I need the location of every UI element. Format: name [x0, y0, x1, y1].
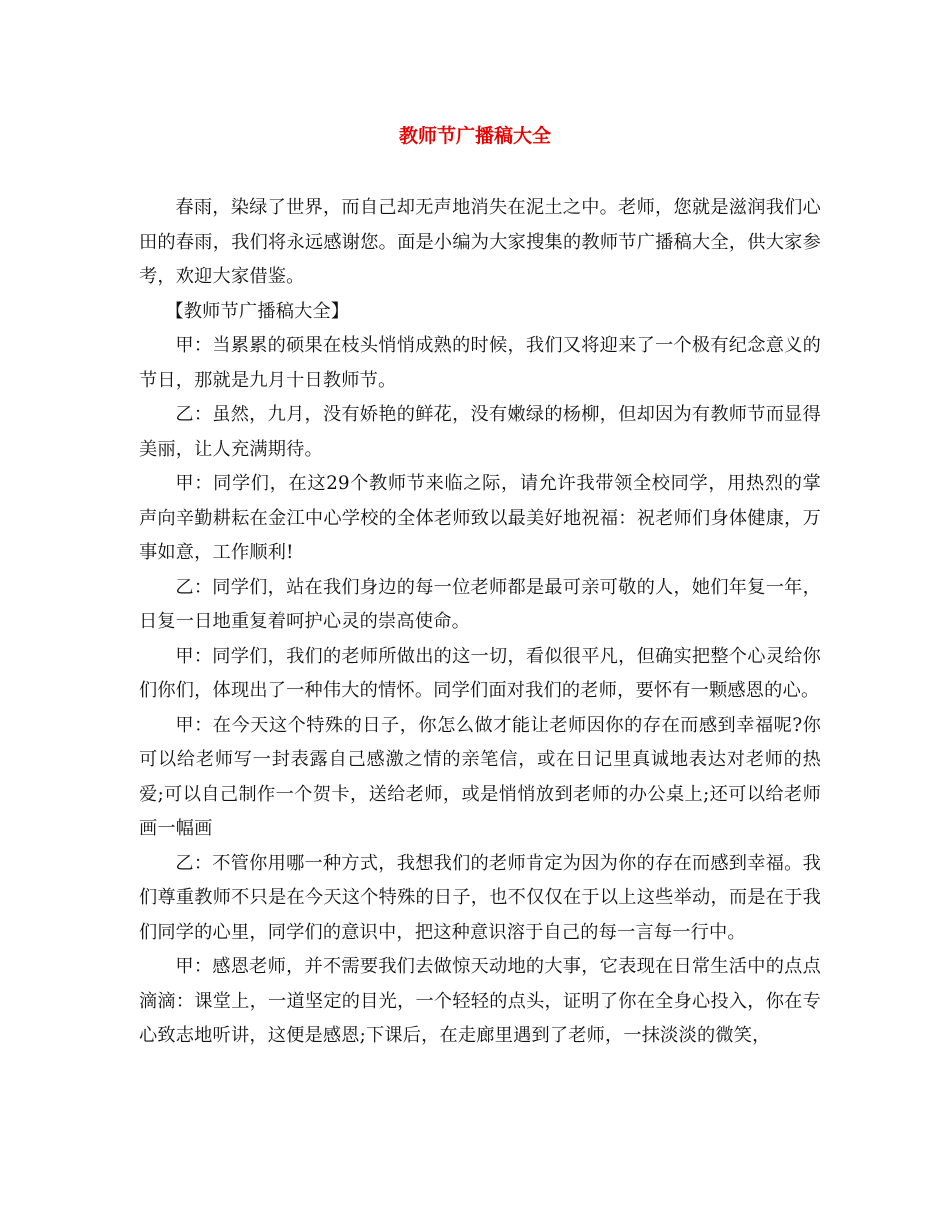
- dialogue-paragraph: 甲：在今天这个特殊的日子，你怎么做才能让老师因你的存在而感到幸福呢?你可以给老师写一封表露自己感激之情的亲笔信，或在日记里真诚地表达对老师的热爱;可以自己制作一个贺卡，送给老师，或是悄悄放到老师的办公桌上;还可以给老师画一幅画: [139, 714, 821, 839]
- dialogue-paragraph: 甲：当累累的硕果在枝头悄悄成熟的时候，我们又将迎来了一个极有纪念意义的节日，那就是九月十日教师节。: [139, 335, 821, 391]
- document-body: [139, 191, 821, 1054]
- dialogue-paragraph: 乙：不管你用哪一种方式，我想我们的老师肯定为因为你的存在而感到幸福。我们尊重教师不只是在今天这个特殊的日子，也不仅仅在于以上这些举动，而是在于我们同学的心里，同学们的意识中，把这种意识溶于自己的每一言每一行中。: [139, 852, 821, 943]
- intro-paragraph: 春雨，染绿了世界，而自己却无声地消失在泥土之中。老师，您就是滋润我们心田的春雨，我们将永远感谢您。面是小编为大家搜集的教师节广播稿大全，供大家参考，欢迎大家借鉴。: [139, 197, 821, 287]
- dialogue-paragraph: 甲：同学们，我们的老师所做出的这一切，看似很平凡，但确实把整个心灵给你们你们，体现出了一种伟大的情怀。同学们面对我们的老师，要怀有一颗感恩的心。: [139, 645, 821, 701]
- dialogue-paragraph: 乙：虽然，九月，没有娇艳的鲜花，没有嫩绿的杨柳，但却因为有教师节而显得美丽，让人充满期待。: [139, 404, 821, 460]
- section-heading: 【教师节广播稿大全】: [165, 300, 350, 322]
- dialogue-paragraph: 甲：感恩老师，并不需要我们去做惊天动地的大事，它表现在日常生活中的点点滴滴：课堂上，一道坚定的目光，一个轻轻的点头，证明了你在全身心投入，你在专心致志地听讲，这便是感恩;下课后，在走廊里遇到了老师，一抹淡淡的微笑，: [139, 956, 821, 1046]
- document-title: 教师节广播稿大全: [398, 125, 551, 147]
- dialogue-paragraph: 甲：同学们，在这29个教师节来临之际，请允许我带领全校同学，用热烈的掌声向辛勤耕耘在金江中心学校的全体老师致以最美好地祝福：祝老师们身体健康，万事如意，工作顺利!: [139, 473, 821, 563]
- dialogue-paragraph: 乙：同学们，站在我们身边的每一位老师都是最可亲可敬的人，她们年复一年，日复一日地重复着呵护心灵的崇高使命。: [139, 576, 821, 632]
